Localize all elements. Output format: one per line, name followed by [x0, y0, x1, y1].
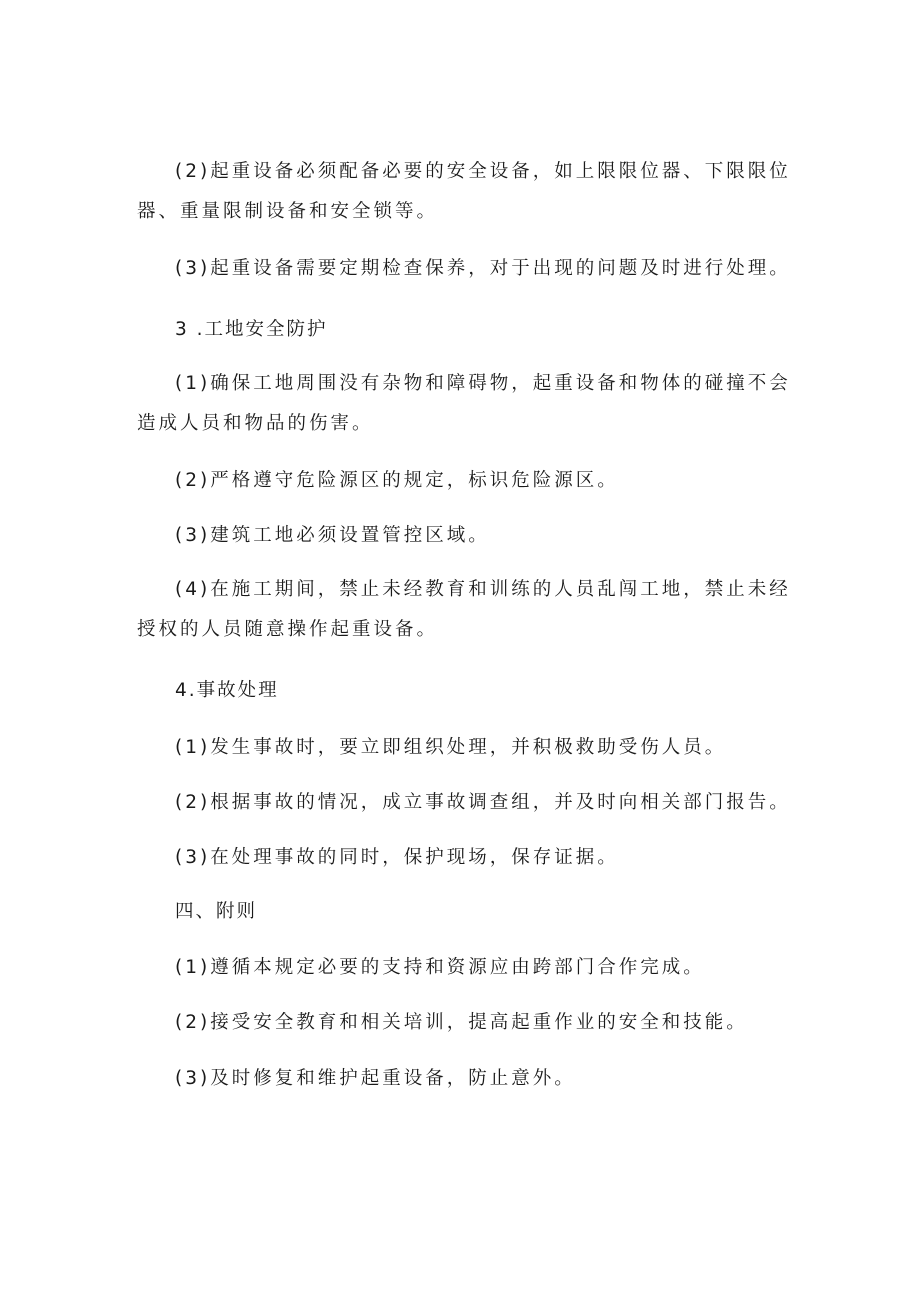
paragraph-clear-obstacles: (1)确保工地周围没有杂物和障碍物，起重设备和物体的碰撞不会造成人员和物品的伤害。 [137, 373, 791, 434]
paragraph-preserve-evidence: (3)在处理事故的同时，保护现场，保存证据。 [175, 847, 619, 868]
section-heading-site-protection: 3 .工地安全防护 [175, 319, 328, 340]
paragraph-cross-department: (1)遵循本规定必要的支持和资源应由跨部门合作完成。 [175, 957, 705, 978]
paragraph-lifting-safety-devices: (2)起重设备必须配备必要的安全设备，如上限限位器、下限限位器、重量限制设备和安全锁等。 [137, 161, 791, 222]
paragraph-investigation: (2)根据事故的情况，成立事故调查组，并及时向相关部门报告。 [175, 792, 791, 813]
paragraph-rescue: (1)发生事故时，要立即组织处理，并积极救助受伤人员。 [175, 737, 727, 758]
paragraph-unauthorized-access: (4)在施工期间，禁止未经教育和训练的人员乱闯工地，禁止未经授权的人员随意操作起重设备。 [137, 579, 791, 640]
paragraph-maintenance: (3)起重设备需要定期检查保养，对于出现的问题及时进行处理。 [175, 258, 791, 279]
section-heading-accident-handling: 4.事故处理 [175, 680, 279, 701]
paragraph-hazard-zones: (2)严格遵守危险源区的规定，标识危险源区。 [175, 470, 619, 491]
paragraph-training: (2)接受安全教育和相关培训，提高起重作业的安全和技能。 [175, 1012, 748, 1033]
paragraph-control-area: (3)建筑工地必须设置管控区域。 [175, 525, 490, 546]
paragraph-repair: (3)及时修复和维护起重设备，防止意外。 [175, 1068, 576, 1089]
section-heading-supplementary: 四、附则 [175, 901, 258, 922]
